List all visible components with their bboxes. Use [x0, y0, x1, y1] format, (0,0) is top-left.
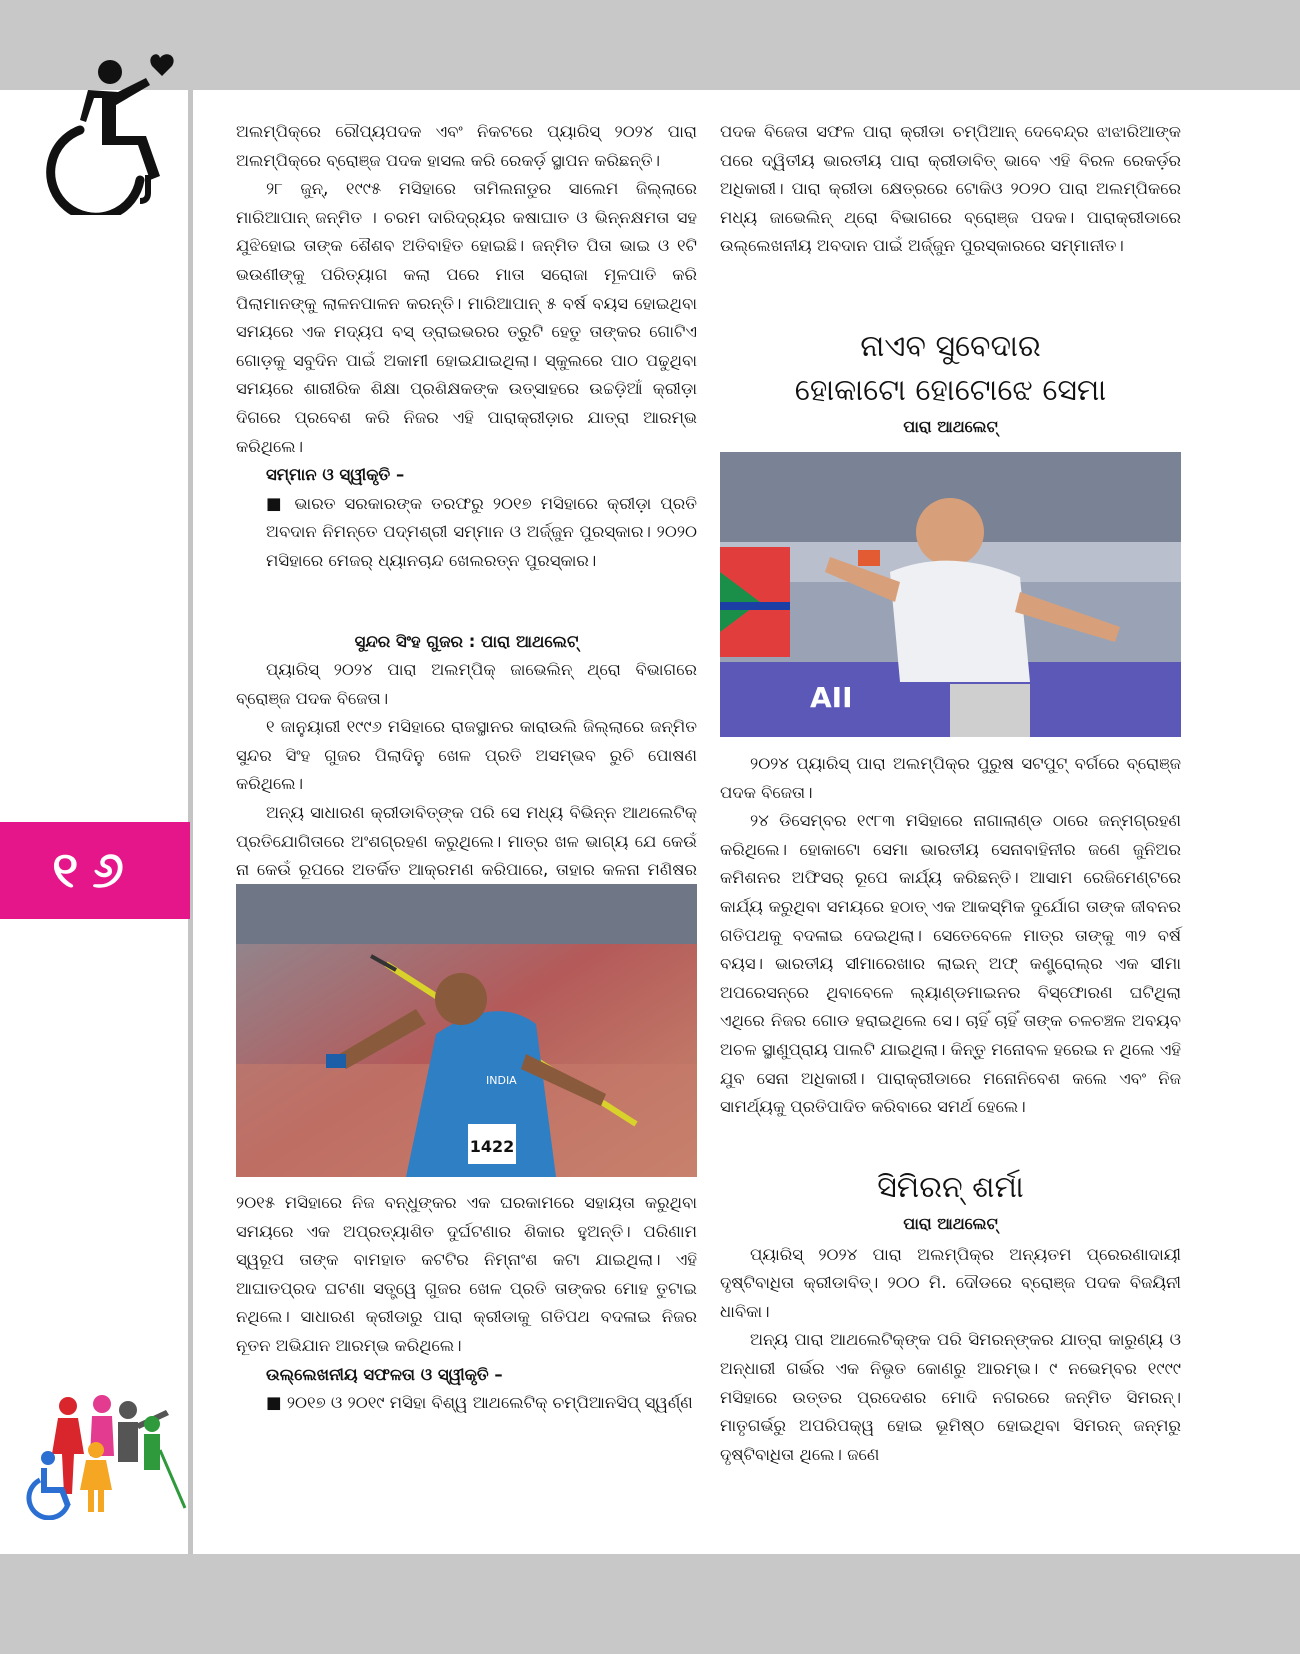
- javelin-athlete-photo: [236, 884, 697, 1177]
- left-column-lower: [236, 1189, 697, 1418]
- sema-title-line-1: ନାଏବ ସୁବେଦାର: [860, 329, 1041, 364]
- col1-para-3: ପ୍ୟାରିସ୍ ୨୦୨୪ ପାରା ଅଲମ୍ପିକ୍ ଜାଭେଲିନ୍ ଥ୍ରୋ ବିଭାଗରେ ବ୍ରୋଞ୍ଜ ପଦକ ବିଜେତା।: [236, 660, 697, 708]
- page-number-tab: [0, 822, 190, 919]
- col1-para-4: ୧ ଜାନୁୟାରୀ ୧୯୯୬ ମସିହାରେ ରାଜସ୍ଥାନର କାରାଉଲି ଜିଲ୍ଲାରେ ଜନ୍ମିତ ସୁନ୍ଦର ସିଂହ ଗୁଜର ପିଲାଦିନୁ ଖେଳ ପ୍ରତି ଅସମ୍ଭବ ରୁଚି ପୋଷଣ କରିଥିଲେ।: [236, 717, 697, 794]
- col1-heading-sundar: ସୁନ୍ଦର ସିଂହ ଗୁଜର : ପାରା ଆଥଲେଟ୍: [354, 631, 579, 651]
- simiran-title: ସିମିରନ୍ ଶର୍ମା: [877, 1170, 1024, 1205]
- col2-para-4: ପ୍ୟାରିସ୍ ୨୦୨୪ ପାରା ଅଲମ୍ପିକ୍‌ର ଅନ୍ୟତମ ପ୍ରେରଣାଦାୟୀ ଦୃଷ୍ଟିବାଧିତା କ୍ରୀଡାବିତ୍। ୨୦୦ ମି. ଦୌଡରେ ବ୍ରୋଞ୍ଜ ପଦକ ବିଜୟିନୀ ଧାବିକା।: [720, 1244, 1181, 1321]
- inclusion-people-logo-icon: [20, 1390, 190, 1520]
- col2-para-1: ପଦକ ବିଜେତା ସଫଳ ପାରା କ୍ରୀଡା ଚମ୍ପିଆନ୍ ଦେବେନ୍ଦ୍ର ଝାଝାରିଆଙ୍କ ପରେ ଦ୍ୱିତୀୟ ଭାରତୀୟ ପାରା କ୍ରୀଡାବିତ୍ ଭାବେ ଏହି ବିରଳ ରେକର୍ଡ଼ର ଅଧିକାରୀ। ପାରା କ୍ରୀଡା କ୍ଷେତ୍ରରେ ଟୋକିଓ ୨୦୨୦ ପାରା ଅଲମ୍ପିକରେ ମଧ୍ୟ ଜାଭେଲିନ୍ ଥ୍ରୋ ବିଭାଗରେ ବ୍ରୋଞ୍ଜ ପଦକ। ପାରାକ୍ରୀଡାରେ ଉଲ୍ଲେଖନୀୟ ଅବଦାନ ପାଇଁ ଅର୍ଜ୍ଜୁନ ପୁରସ୍କାରରେ ସମ୍ମାନୀତ।: [720, 122, 1181, 256]
- stadium-banner-text: AII: [810, 681, 853, 714]
- col1-para-6: ୨୦୧୫ ମସିହାରେ ନିଜ ବନ୍ଧୁଙ୍କର ଏକ ଘରକାମରେ ସହାୟତା କରୁଥିବା ସମୟରେ ଏକ ଅପ୍ରତ୍ୟାଶିତ ଦୁର୍ଘଟଣାର ଶିକାର ହୁଅନ୍ତି। ପରିଣାମ ସ୍ୱରୂପ ତାଙ୍କ ବାମହାତ କଟଟିର ନିମ୍ନାଂଶ କଟା ଯାଇଥିଲା। ଏହି ଆଘାତପ୍ରଦ ଘଟଣା ସତ୍ତ୍ୱେ ଗୁଜର ଖେଳ ପ୍ରତି ତାଙ୍କର ମୋହ ତୁଟାଇ ନଥିଲେ। ସାଧାରଣ କ୍ରୀଡାରୁ ପାରା କ୍ରୀଡାକୁ ଗତିପଥ ବଦଳାଇ ନିଜର ନୂତନ ଅଭିଯାନ ଆରମ୍ଭ କରିଥିଲେ।: [236, 1193, 697, 1355]
- right-column-top: [720, 118, 1181, 261]
- col2-para-5: ଅନ୍ୟ ପାରା ଆଥଲେଟିକ୍‌ଙ୍କ ପରି ସିମରନ୍‌ଙ୍କର ଯାତ୍ରା କାରୁଣ୍ୟ ଓ ଅନ୍ଧାରୀ ଗର୍ଭର ଏକ ନିଭୃତ କୋଣରୁ ଆରମ୍ଭ। ୯ ନଭେମ୍ବର ୧୯୯୯ ମସିହାରେ ଉତ୍ତର ପ୍ରଦେଶର ମୋଦି ନଗରରେ ଜନ୍ମିତ ସିମରନ୍। ମାତୃଗର୍ଭରୁ ଅପରିପକ୍ୱ ହୋଇ ଭୂମିଷ୍ଠ ହୋଇଥିବା ସିମରନ୍ ଜନ୍ମରୁ ଦୃଷ୍ଟିବାଧିତା ଥିଲେ। ଜଣେ: [720, 1330, 1181, 1464]
- jersey-country: INDIA: [486, 1074, 517, 1087]
- col1-para-2: ୨୮ ଜୁନ୍, ୧୯୯୫ ମସିହାରେ ତାମିଲନାଡୁର ସାଲେମ ଜିଲ୍ଲାରେ ମାରିଆପାନ୍ ଜନ୍ମିତ । ଚରମ ଦାରିଦ୍ର୍ୟର କଷାଘାତ ଓ ଭିନ୍ନକ୍ଷମତା ସହ ଯୁଝିହୋଇ ତାଙ୍କ ଶୈଶବ ଅତିବାହିତ ହୋଇଛି। ଜନ୍ମିତ ପିତା ଭାଇ ଓ ୧ଟି ଭଉଣୀଙ୍କୁ ପରିତ୍ୟାଗ କଲା ପରେ ମାତା ସରୋଜା ମୂଳପାତି କରି ପିଲାମାନଙ୍କୁ ଲାଳନପାଳନ କରନ୍ତି। ମାରିଆପାନ୍ ୫ ବର୍ଷ ବୟସ ହୋଇଥିବା ସମୟରେ ଏକ ମଦ୍ୟପ ବସ୍ ଡ୍ରାଇଭରର ତ୍ରୁଟି ହେତୁ ତାଙ୍କର ଗୋଟିଏ ଗୋଡ଼କୁ ସବୁଦିନ ପାଇଁ ଅକାମୀ ହୋଇଯାଇଥିଲା। ସ୍କୁଲରେ ପାଠ ପଢୁଥିବା ସମୟରେ ଶାରୀରିକ ଶିକ୍ଷା ପ୍ରଶିକ୍ଷକଙ୍କ ଉତ୍ସାହରେ ଉଚ୍ଚଡ଼ିଆଁ କ୍ରୀଡ଼ା ଦିଗରେ ପ୍ରବେଶ କରି ନିଜର ଏହି ପାରାକ୍ରୀଡ଼ାର ଯାତ୍ରା ଆରମ୍ଭ କରିଥିଲେ।: [236, 179, 697, 456]
- simiran-tag: ପାରା ଆଥଲେଟ୍: [903, 1214, 998, 1233]
- top-band: [0, 0, 1300, 90]
- sema-tag: ପାରା ଆଥଲେଟ୍: [903, 417, 998, 436]
- col1-subhead-achievements: ଉଲ୍ଲେଖନୀୟ ସଫଳତା ଓ ସ୍ୱୀକୃତି –: [266, 1364, 503, 1384]
- simiran-section: [720, 1166, 1181, 1469]
- bottom-band: [0, 1554, 1300, 1654]
- col1-para-1: ଅଲମ୍ପିକ୍‌ରେ ରୌପ୍ୟପଦକ ଏବଂ ନିକଟରେ ପ୍ୟାରିସ୍ ୨୦୨୪ ପାରା ଅଲମ୍ପିକ୍‌ରେ ବ୍ରୋଞ୍ଜ ପଦକ ହାସଲ କରି ରେକର୍ଡ଼ ସ୍ଥାପନ କରିଛନ୍ତି।: [236, 122, 697, 170]
- col2-para-2: ୨୦୨୪ ପ୍ୟାରିସ୍ ପାରା ଅଲମ୍ପିକ୍‌ର ପୁରୁଷ ସଟପୁଟ୍ ବର୍ଗରେ ବ୍ରୋଞ୍ଜ ପଦକ ବିଜେତା।: [720, 754, 1181, 802]
- col1-bullet-achievements: ■ ୨୦୧୭ ଓ ୨୦୧୯ ମସିହା ବିଶ୍ୱ ଆଥଲେଟିକ୍ ଚମ୍ପିଆନସିପ୍ ସ୍ୱର୍ଣ୍ଣ: [266, 1393, 693, 1413]
- wheelchair-heart-logo-icon: [40, 50, 175, 215]
- shotput-athlete-photo: [720, 452, 1181, 737]
- sema-title-line-2: ହୋକାଟୋ ହୋଟୋଝେ ସେମା: [794, 373, 1107, 408]
- jersey-bib-number: 1422: [469, 1137, 515, 1156]
- page-number: ୧୬: [52, 841, 138, 899]
- col2-para-3: ୨୪ ଡିସେମ୍ବର ୧୯୮୩ ମସିହାରେ ନାଗାଲାଣ୍ଡ ଠାରେ ଜନ୍ମଗ୍ରହଣ କରିଥିଲେ। ହୋକାଟୋ ସେମା ଭାରତୀୟ ସେନାବାହିନୀର ଜଣେ ଜୁନିଅର କମିଶନର ଅଫିସର୍ ରୂପେ କାର୍ଯ୍ୟ କରିଛନ୍ତି। ଆସାମ ରେଜିମେଣ୍ଟରେ କାର୍ଯ୍ୟ କରୁଥିବା ସମୟରେ ହଠାତ୍ ଏକ ଆକସ୍ମିକ ଦୁର୍ଯୋଗ ତାଙ୍କ ଜୀବନର ଗତିପଥକୁ ବଦଳାଇ ଦେଇଥିଲା। ସେତେବେଳେ ମାତ୍ର ତାଙ୍କୁ ୩୨ ବର୍ଷ ବୟସ। ଭାରତୀୟ ସୀମାରେଖାର ଲାଇନ୍ ଅଫ୍ କଣ୍ଟ୍ରୋଲ୍‌ର ଏକ ସୀମା ଅପରେସନ୍‌ରେ ଥିବାବେଳେ ଲ୍ୟାଣ୍ଡମାଇନର ବିସ୍ଫୋରଣ ଘଟିଥିଲା ଏଥିରେ ନିଜର ଗୋଡ ହରାଇଥିଲେ ସେ। ଚାହିଁ ଚାହିଁ ତାଙ୍କ ଚଳଚଞ୍ଚଳ ଅବୟବ ଅଚଳ ସ୍ଥାଣୁପ୍ରାୟ ପାଲଟି ଯାଇଥିଲା। କିନ୍ତୁ ମନୋବଳ ହରେଇ ନ ଥିଲେ ଏହି ଯୁବ ସେନା ଅଧିକାରୀ। ପାରାକ୍ରୀଡାରେ ମନୋନିବେଶ କଲେ ଏବଂ ନିଜ ସାମର୍ଥ୍ୟକୁ ପ୍ରତିପାଦିତ କରିବାରେ ସମର୍ଥ ହେଲେ।: [720, 811, 1181, 1117]
- right-column-middle: [720, 750, 1181, 1122]
- left-column: [236, 118, 697, 913]
- col1-bullet-honours: ■ ଭାରତ ସରକାରଙ୍କ ତରଫରୁ ୨୦୧୭ ମସିହାରେ କ୍ରୀଡ଼ା ପ୍ରତି ଅବଦାନ ନିମନ୍ତେ ପଦ୍ମଶ୍ରୀ ସମ୍ମାନ ଓ ଅର୍ଜ୍ଜୁନ ପୁରସ୍କାର। ୨୦୨୦ ମସିହାରେ ମେଜର୍ ଧ୍ୟାନଚାନ୍ଦ ଖେଲରତ୍ନ ପୁରସ୍କାର।: [266, 493, 697, 570]
- col1-para-5: ଅନ୍ୟ ସାଧାରଣ କ୍ରୀଡାବିତ୍‌ଙ୍କ ପରି ସେ ମଧ୍ୟ ବିଭିନ୍ନ ଆଥଲେଟିକ୍ ପ୍ରତିଯୋଗିତାରେ ଅଂଶଗ୍ରହଣ କରୁଥିଲେ। ମାତ୍ର ଖଳ ଭାଗ୍ୟ ଯେ କେଉଁ ନା କେଉଁ ରୂପରେ ଅତର୍କିତ ଆକ୍ରମଣ କରିପାରେ, ତାହାର କଳନା ମଣିଷର: [236, 803, 697, 880]
- sema-header: [720, 325, 1181, 442]
- col1-subhead-honours: ସମ୍ମାନ ଓ ସ୍ୱୀକୃତି –: [266, 465, 405, 485]
